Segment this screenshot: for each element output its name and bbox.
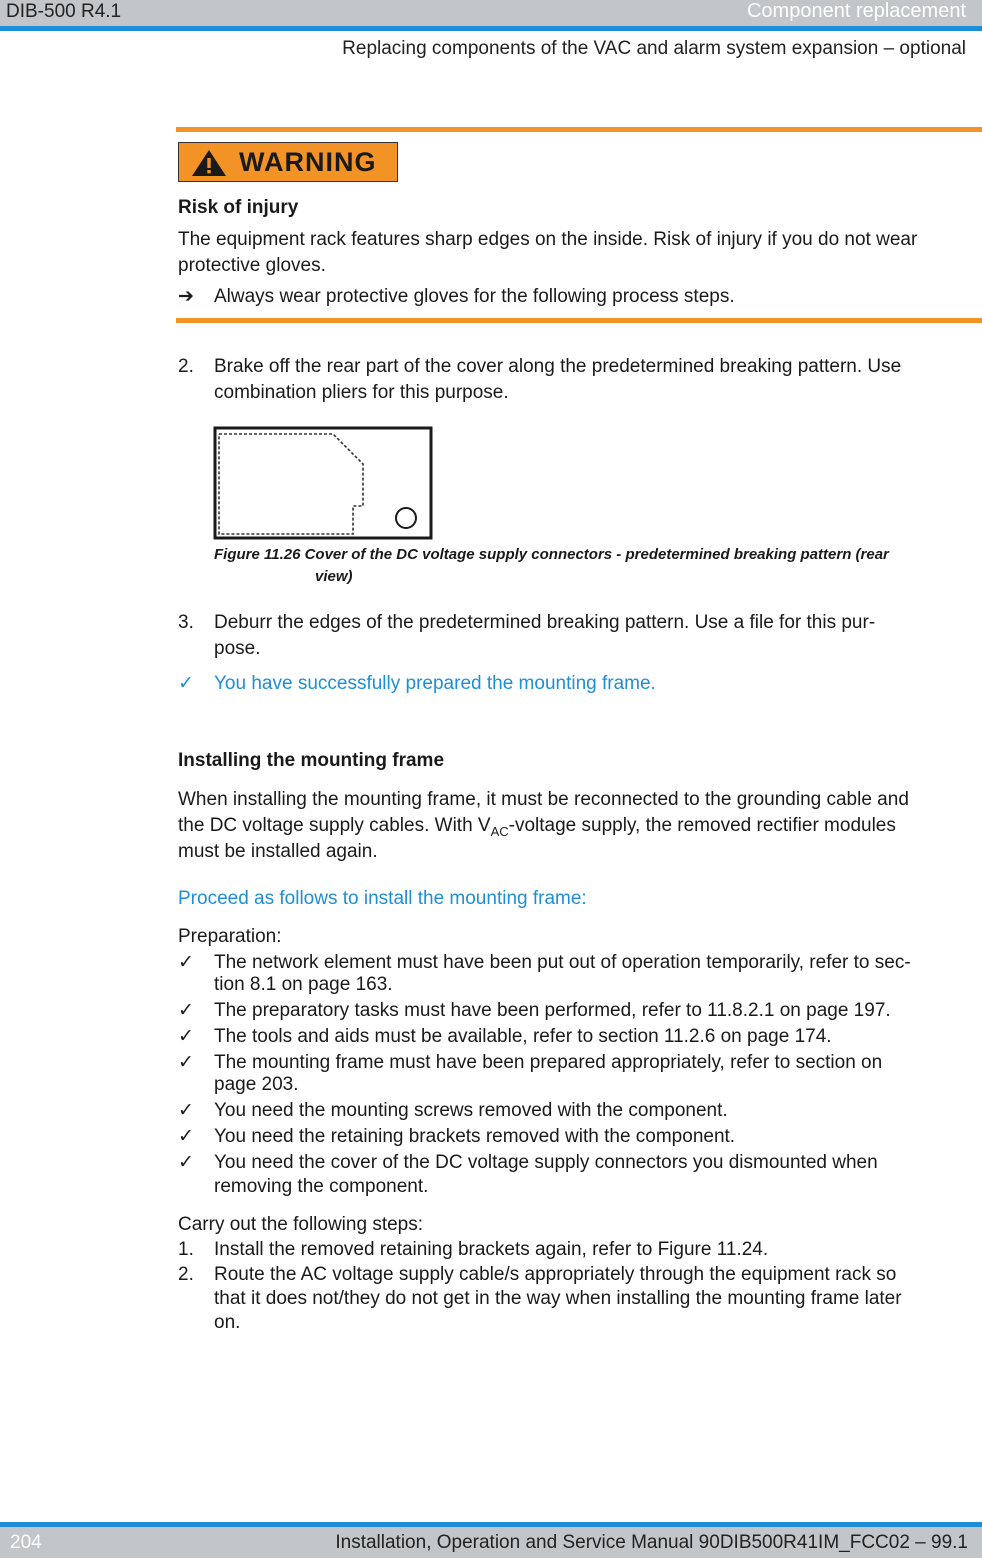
warning-text-line-2: protective gloves.: [178, 255, 326, 276]
checkmark-icon: ✓: [178, 1152, 194, 1173]
arrow-icon: ➔: [178, 286, 194, 307]
doc-id: DIB-500 R4.1: [6, 1, 122, 22]
paragraph-line: must be installed again.: [178, 841, 378, 862]
warning-badge: [178, 142, 398, 182]
procedure-intro: Proceed as follows to install the mounting frame:: [178, 888, 587, 909]
result-text: You have successfully prepared the mounting frame.: [214, 673, 656, 694]
step-text-line: Install the removed retaining brackets again, refer to Figure 11.24.: [214, 1239, 769, 1260]
step-text-line: combination pliers for this purpose.: [214, 382, 509, 403]
page-number: 204: [10, 1532, 42, 1553]
checklist-item: You need the mounting screws removed with the component.: [214, 1100, 728, 1121]
step-text-line: Brake off the rear part of the cover along the predetermined breaking pattern. Use: [214, 356, 902, 377]
checklist-item-cont: tion 8.1 on page 163.: [214, 974, 393, 995]
checklist-item-cont: page 203.: [214, 1074, 299, 1095]
warning-bottom-rule: [176, 318, 982, 323]
warning-action: Always wear protective gloves for the following process steps.: [214, 286, 735, 307]
figure-caption-cont: view): [315, 568, 353, 585]
step-number: 2.: [178, 1264, 194, 1285]
checklist-item: The preparatory tasks must have been performed, refer to 11.8.2.1 on page 197.: [214, 1000, 891, 1021]
checkmark-icon: ✓: [178, 1126, 194, 1147]
warning-label: WARNING: [239, 147, 377, 177]
checkmark-icon: ✓: [178, 1100, 194, 1121]
checklist-item: You need the cover of the DC voltage supply connectors you dismounted when: [214, 1152, 878, 1173]
warning-title: Risk of injury: [178, 197, 299, 218]
section-heading: Installing the mounting frame: [178, 750, 445, 771]
warning-text-line-1: The equipment rack features sharp edges on the inside. Risk of injury if you do not wear: [178, 229, 918, 250]
checklist-item: The mounting frame must have been prepared appropriately, refer to section on: [214, 1052, 883, 1073]
section-title: Replacing components of the VAC and alarm system expansion – optional: [342, 38, 966, 59]
checkmark-icon: ✓: [178, 1000, 194, 1021]
step-number: 2.: [178, 356, 194, 377]
page-footer-bar: [0, 1522, 982, 1558]
preparation-label: Preparation:: [178, 926, 282, 947]
checkmark-icon: ✓: [178, 1052, 194, 1073]
checkmark-icon: ✓: [178, 1026, 194, 1047]
checklist-item: You need the retaining brackets removed with the component.: [214, 1126, 736, 1147]
figure-caption: Figure 11.26 Cover of the DC voltage supply connectors - predetermined breaking pattern (rear: [214, 546, 889, 563]
manual-title: Installation, Operation and Service Manual 90DIB500R41IM_FCC02 – 99.1: [335, 1532, 968, 1553]
step-text-line: Route the AC voltage supply cable/s appropriately through the equipment rack so: [214, 1264, 897, 1285]
step-number: 1.: [178, 1239, 194, 1260]
subscript-ac: AC: [490, 823, 509, 839]
checklist-item: The tools and aids must be available, refer to section 11.2.6 on page 174.: [214, 1026, 832, 1047]
checklist-item-cont: removing the component.: [214, 1176, 429, 1197]
checkmark-icon: ✓: [178, 952, 194, 973]
paragraph-fragment: the DC voltage supply cables. With V: [178, 815, 491, 836]
paragraph-fragment: -voltage supply, the removed rectifier modules: [508, 815, 896, 836]
chapter-title: Component replacement: [746, 0, 966, 22]
step-text-line: pose.: [214, 638, 261, 659]
paragraph-line: When installing the mounting frame, it must be reconnected to the grounding cable and: [178, 789, 909, 810]
step-text-line: that it does not/they do not get in the way when installing the mounting frame later: [214, 1288, 902, 1309]
warning-triangle-icon: [191, 149, 227, 177]
step-text-line: on.: [214, 1312, 241, 1333]
step-text-line: Deburr the edges of the predetermined breaking pattern. Use a file for this pur-: [214, 612, 876, 633]
page-header-bar: [0, 0, 982, 31]
checklist-item: The network element must have been put out of operation temporarily, refer to sec-: [214, 952, 911, 973]
warning-top-rule: [176, 127, 982, 132]
steps-label: Carry out the following steps:: [178, 1214, 424, 1235]
cover-breaking-pattern-figure: [213, 426, 435, 542]
checkmark-icon: ✓: [178, 673, 194, 694]
step-number: 3.: [178, 612, 194, 633]
